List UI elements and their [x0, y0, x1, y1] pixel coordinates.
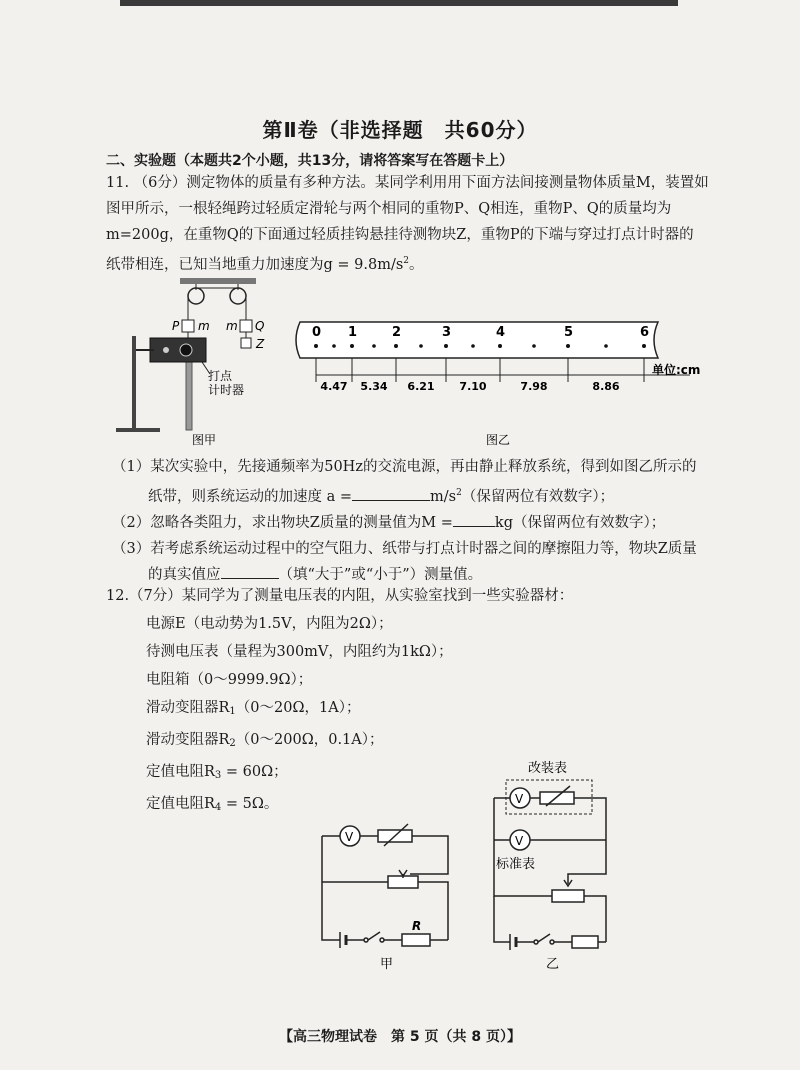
- q11-line-3: m=200g，在重物Q的下面通过轻质挂钩悬挂待测物块Z，重物P的下端与穿过打点计时器的: [106, 227, 694, 243]
- tape-dot: [444, 344, 448, 348]
- svg-text:V: V: [515, 792, 524, 806]
- weight-q: [240, 320, 252, 332]
- tape-gap-value: 8.86: [592, 380, 620, 393]
- block-z: [241, 338, 251, 348]
- weight-p: [182, 320, 194, 332]
- ceiling-beam: [180, 278, 256, 284]
- unit-label: 单位:cm: [652, 363, 700, 377]
- label-m-right: m: [226, 319, 238, 333]
- q11-line-2: 图甲所示，一根轻绳跨过轻质定滑轮与两个相同的重物P、Q相连，重物P、Q的质量均为: [106, 201, 672, 217]
- tape-point-label: 0: [312, 325, 322, 340]
- tape-dot: [332, 344, 336, 348]
- equipment-1: 电源E（电动势为1.5V，内阻为2Ω）；: [146, 616, 393, 632]
- tape-dot: [532, 344, 536, 348]
- tape-dot: [642, 344, 646, 348]
- equipment-6: 定值电阻$R_3 = 60\Omega$；: [146, 764, 288, 781]
- caption-figure-b: 图乙: [486, 433, 511, 447]
- rheostat-b: [552, 890, 584, 902]
- figure-tape: [290, 318, 700, 448]
- tape-point-label: 6: [640, 325, 650, 340]
- tape-point-label: 2: [392, 325, 402, 340]
- q11-part-2: （2）忽略各类阻力，求出物块Z质量的测量值为M = kg（保留两位有效数字）；: [112, 510, 697, 536]
- answer-blank-comparison[interactable]: [221, 564, 279, 579]
- label-q: Q: [255, 319, 265, 333]
- tape-dot: [471, 344, 475, 348]
- timer-label-1: 打点: [208, 369, 233, 383]
- tape-dot: [419, 344, 423, 348]
- ticker-timer: [150, 338, 206, 362]
- equipment-3: 电阻箱（0～9999.9Ω）；: [146, 672, 313, 688]
- q11-part-3-line-a: （3）若考虑系统运动过程中的空气阻力、纸带与打点计时器之间的摩擦阻力等，物块Z质量: [112, 541, 697, 557]
- tape-dot: [350, 344, 354, 348]
- q12-intro: 12.（7分）某同学为了测量电压表的内阻，从实验室找到一些实验器材：: [106, 588, 574, 604]
- page-footer: 【高三物理试卷 第 5 页（共 8 页）】: [279, 1029, 521, 1045]
- label-p: P: [172, 319, 180, 333]
- tape-point-label: 3: [442, 325, 452, 340]
- q11-part-3-line-b: 的真实值应 （填“大于”或“小于”）测量值。: [112, 562, 697, 588]
- tape-point-label: 5: [564, 325, 574, 340]
- q11-subquestions: [112, 454, 697, 588]
- stand-rod: [132, 336, 136, 428]
- svg-text:V: V: [515, 834, 524, 848]
- q11-line-4: 纸带相连，已知当地重力加速度为$g = 9.8m/s^2$。: [106, 256, 424, 273]
- section-heading: 二、实验题（本题共2个小题，共13分，请将答案写在答题卡上）: [106, 153, 514, 169]
- q11-line-1: 11. （6分）测定物体的质量有多种方法。某同学利用用下面方法间接测量物体质量M，装置如: [106, 175, 709, 191]
- part-title: 第Ⅱ卷（非选择题 共60分）: [262, 118, 538, 142]
- pulley-left: [188, 288, 204, 304]
- tape-dot: [566, 344, 570, 348]
- stand-base: [116, 428, 160, 432]
- tape-dot: [314, 344, 318, 348]
- tape-point-label: 1: [348, 325, 358, 340]
- figure-apparatus: [110, 276, 280, 446]
- svg-text:V: V: [345, 830, 354, 844]
- answer-blank-acceleration[interactable]: [352, 486, 430, 501]
- q11-part-1-line-b: 纸带，则系统运动的加速度 $a = m/s^2$（保留两位有效数字）；: [148, 488, 615, 505]
- tape-dot: [498, 344, 502, 348]
- tape-dot: [394, 344, 398, 348]
- q11-part-1-line-a: （1）某次实验中，先接通频率为50Hz的交流电源，再由静止释放系统，得到如图乙所示的: [112, 459, 697, 475]
- equipment-7: 定值电阻$R_4 = 5\Omega$。: [146, 796, 279, 813]
- caption-circuit-b: 乙: [546, 957, 560, 970]
- answer-blank-mass[interactable]: [453, 512, 495, 527]
- tape-gap-value: 6.21: [407, 380, 435, 393]
- tape-gap-value: 4.47: [320, 380, 348, 393]
- tape-point-label: 4: [496, 325, 506, 340]
- resistor-b: [572, 936, 598, 948]
- caption-figure-a: 图甲: [192, 433, 217, 446]
- tape-gaps: [320, 380, 619, 393]
- modified-meter-label: 改装表: [528, 761, 568, 776]
- label-m-left: m: [198, 319, 210, 333]
- tape-gap-value: 7.98: [520, 380, 548, 393]
- timer-label-2: 计时器: [208, 383, 245, 397]
- circuit-b: [488, 756, 628, 970]
- equipment-4: 滑动变阻器$R_1(0\sim 20\Omega$，1A）；: [146, 700, 361, 717]
- tape-gap-value: 5.34: [360, 380, 388, 393]
- pulley-right: [230, 288, 246, 304]
- label-z: Z: [256, 337, 265, 351]
- equipment-2: 待测电压表（量程为300mV，内阻约为1kΩ）；: [146, 644, 453, 660]
- scan-top-edge: [120, 0, 678, 6]
- standard-meter-label: 标准表: [496, 857, 536, 872]
- tape-dot: [372, 344, 376, 348]
- resistor-r-label: R: [412, 919, 422, 933]
- resistor-r: [402, 934, 430, 946]
- equipment-5: 滑动变阻器$R_2(0\sim 200\Omega$，0.1A）；: [146, 732, 384, 749]
- caption-circuit-a: 甲: [380, 957, 394, 972]
- tape-dot: [604, 344, 608, 348]
- tape-gap-value: 7.10: [459, 380, 487, 393]
- question-11: [106, 170, 709, 278]
- circuit-a: [318, 822, 458, 972]
